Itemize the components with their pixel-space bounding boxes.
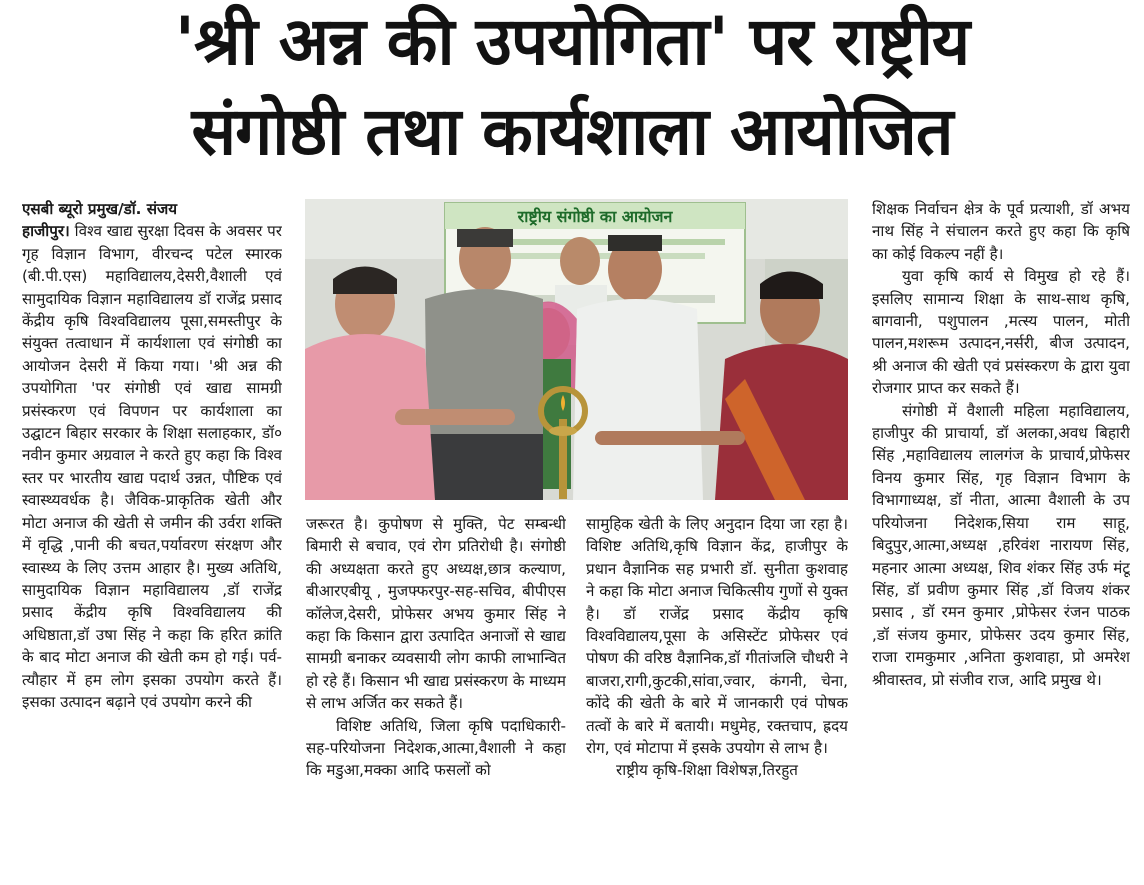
article-column-1 <box>22 198 282 878</box>
banner-text: राष्ट्रीय संगोष्ठी का आयोजन <box>517 207 673 226</box>
column-4-paragraph-3: संगोष्ठी में वैशाली महिला महाविद्यालय, हाजीपुर की प्राचार्या, डॉ अलका,अवध बिहारी सिंह ,महाविद्यालय लालगंज के प्राचार्य,प्रोफेसर विनय कुमार सिंह, गृह विज्ञान विभाग के विभागाध्यक्ष, डॉ नीता, आत्मा वैशाली के उप परियोजना निदेशक,सिया राम साहू, बिदुपुर,आत्मा,अध्यक्ष ,हरिवंश नारायण सिंह, महनार आत्मा अध्यक्ष, शिव शंकर सिंह उर्फ मंटू सिंह, डॉ प्रवीण कुमार सिंह ,डॉ विजय शंकर प्रसाद , डॉ रमन कुमार ,प्रोफेसर रंजन पाठक ,डॉ संजय कुमार, प्रोफेसर उदय कुमार सिंह, राजा रामकुमार ,अनिता कुशवाहा, प्रो अमरेश श्रीवास्तव, प्रो संजीव राज, आदि प्रमुख थे। <box>872 401 1130 689</box>
column-4-paragraph-1: शिक्षक निर्वाचन क्षेत्र के पूर्व प्रत्याशी, डॉ अभय नाथ सिंह ने संचालन करते हुए कहा कि कृषि का कोई विकल्प नहीं है। <box>872 200 1130 263</box>
headline-line-1: 'श्री अन्न की उपयोगिता' पर राष्ट्रीय <box>174 3 970 80</box>
event-photo-illustration <box>305 199 848 500</box>
column-3-paragraph-2: राष्ट्रीय कृषि-शिक्षा विशेषज्ञ,तिरहुत <box>616 761 798 780</box>
column-4-paragraph-2: युवा कृषि कार्य से विमुख हो रहे हैं। इसलिए सामान्य शिक्षा के साथ-साथ कृषि, बागवानी, पशुपालन ,मत्स्य पालन, मोती पालन,मशरूम उत्पादन,नर्सरी, बीज उत्पादन, श्री अनाज की खेती एवं प्रसंस्करण के द्वारा युवा रोजगार प्राप्त कर सकते हैं। <box>872 267 1130 398</box>
headline-line-2: संगोष्ठी तथा कार्यशाला आयोजित <box>191 93 953 170</box>
dateline: हाजीपुर। <box>22 222 70 241</box>
column-2-paragraph-1: जरूरत है। कुपोषण से मुक्ति, पेट सम्बन्धी बिमारी से बचाव, एवं रोग प्रतिरोधी है। संगोष्ठी की अध्यक्षता करते हुए अध्यक्ष,छात्र कल्याण, बीआरएबीयू , मुजफ्फरपुर-सह-सचिव, बीपीएस कॉलेज,देसरी, प्रोफेसर अभय कुमार सिंह ने कहा कि किसान द्वारा उत्पादित अनाजों से खाद्य सामग्री बनाकर व्यवसायी लोग काफी लाभान्वित हो रहे हैं। किसान भी खाद्य प्रसंस्करण के माध्यम से लाभ अर्जित कर सकते हैं। <box>306 515 566 713</box>
column-3-paragraph-1: सामुहिक खेती के लिए अनुदान दिया जा रहा है। विशिष्ट अतिथि,कृषि विज्ञान केंद्र, हाजीपुर के प्रधान वैज्ञानिक सह प्रभारी डॉ. सुनीता कुशवाह ने कहा कि मोटा अनाज चिकित्सीय गुणों से युक्त है। डॉ राजेंद्र प्रसाद केंद्रीय कृषि विश्वविद्यालय,पूसा के असिस्टेंट प्रोफेसर एवं पोषण की वरिष्ठ वैज्ञानिक,डॉ गीतांजलि चौधरी ने बाजरा,रागी,कुटकी,सांवा,ज्वार, कंगनी, चेना, कोंदे की खेती के बारे में जानकारी एवं पोषक तत्वों के बारे में बतायी। मधुमेह, रक्तचाप, ह्रदय रोग, एवं मोटापा में इसके उपयोग से लाभ है। <box>586 515 848 758</box>
byline: एसबी ब्यूरो प्रमुख/डॉ. संजय <box>22 200 178 218</box>
byline-paragraph <box>22 198 282 713</box>
column-1-text: विश्व खाद्य सुरक्षा दिवस के अवसर पर गृह विज्ञान विभाग, वीरचन्द पटेल स्मारक (बी.पी.एस) महाविद्यालय,देसरी,वैशाली एवं सामुदायिक विज्ञान महाविद्यालय डॉ राजेंद्र प्रसाद केंद्रीय कृषि विश्वविद्यालय पूसा,समस्तीपुर के संयुक्त तत्वाधान में कार्यशाला एवं संगोष्ठी का आयोजन देसरी में किया गया। 'श्री अन्न की उपयोगिता 'पर संगोष्ठी एवं खाद्य सामग्री प्रसंस्करण एवं विपणन पर कार्यशाला का उद्घाटन बिहार सरकार के शिक्षा सलाहकार, डॉ० नवीन कुमार अग्रवाल ने करते हुए कहा कि विश्व स्तर पर भारतीय खाद्य पदार्थ उन्नत, पौष्टिक एवं स्वास्थ्यवर्धक है। जैविक-प्राकृतिक खेती और मोटा अनाज की खेती से जमीन की उर्वरा शक्ति में वृद्धि ,पानी की बचत,पर्यावरण संरक्षण और स्वास्थ्य के लिए उत्तम आहार है। मुख्य अतिथि, सामुदायिक विज्ञान महाविद्यालय ,डॉ राजेंद्र प्रसाद केंद्रीय कृषि विश्वविद्यालय की अधिष्ठाता,डॉ उषा सिंह ने कहा कि हरित क्रांति के बाद मोटा अनाज की खेती कम हो गई। पर्व-त्यौहार में हम लोग इसका उपयोग करते हैं।इसका उत्पादन बढ़ाने एवं उपयोग करने की <box>22 222 282 711</box>
article-column-3 <box>586 513 848 878</box>
event-photo <box>305 199 848 500</box>
article-column-2 <box>306 513 566 878</box>
article-column-4 <box>872 198 1130 878</box>
column-2-paragraph-2: विशिष्ट अतिथि, जिला कृषि पदाधिकारी-सह-परियोजना निदेशक,आत्मा,वैशाली ने कहा कि मडुआ,मक्का आदि फसलों को <box>306 716 566 780</box>
